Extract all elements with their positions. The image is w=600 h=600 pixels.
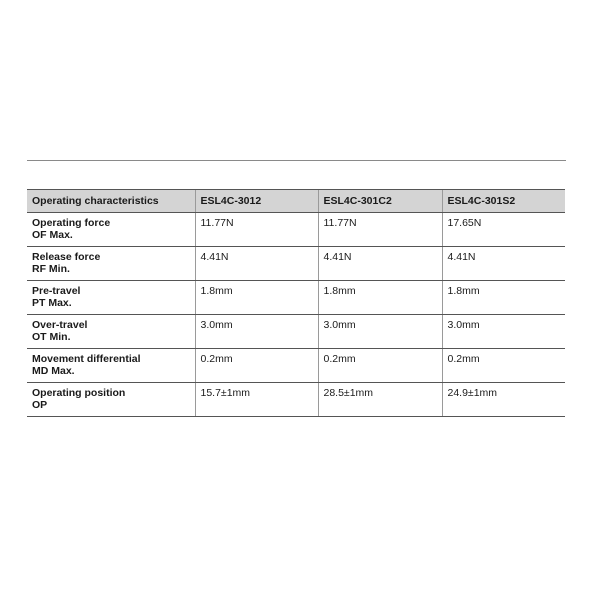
table-row-operating-position bbox=[27, 383, 565, 417]
table-cell: 4.41N bbox=[195, 247, 318, 281]
table-cell: 0.2mm bbox=[442, 349, 565, 383]
table-cell: 3.0mm bbox=[442, 315, 565, 349]
table-cell: 3.0mm bbox=[318, 315, 442, 349]
table-cell: 11.77N bbox=[195, 213, 318, 247]
table-cell: 1.8mm bbox=[195, 281, 318, 315]
row-label-abbrev: PT Max. bbox=[32, 297, 72, 309]
row-label bbox=[27, 315, 195, 349]
header-model-esl4c-301s2: ESL4C-301S2 bbox=[442, 190, 565, 213]
row-label-abbrev: RF Min. bbox=[32, 263, 70, 275]
table-row-operating-force bbox=[27, 213, 565, 247]
row-label bbox=[27, 247, 195, 281]
row-label-abbrev: OF Max. bbox=[32, 229, 73, 241]
row-label-name: Operating force bbox=[32, 217, 111, 229]
table-row-release-force bbox=[27, 247, 565, 281]
row-label-abbrev: OP bbox=[32, 399, 48, 411]
table-cell: 0.2mm bbox=[318, 349, 442, 383]
row-label-name: Pre-travel bbox=[32, 285, 81, 297]
header-model-esl4c-301c2: ESL4C-301C2 bbox=[318, 190, 442, 213]
table-cell: 4.41N bbox=[318, 247, 442, 281]
top-divider-rule bbox=[27, 160, 566, 161]
table-row-over-travel bbox=[27, 315, 565, 349]
operating-characteristics-table bbox=[27, 189, 565, 417]
table-cell: 15.7±1mm bbox=[195, 383, 318, 417]
row-label-name: Release force bbox=[32, 251, 101, 263]
table-row-movement-differential bbox=[27, 349, 565, 383]
table-header-row bbox=[27, 190, 565, 213]
row-label-abbrev: MD Max. bbox=[32, 365, 75, 377]
table-cell: 3.0mm bbox=[195, 315, 318, 349]
table-row-pre-travel bbox=[27, 281, 565, 315]
table-cell: 1.8mm bbox=[442, 281, 565, 315]
row-label bbox=[27, 281, 195, 315]
row-label-abbrev: OT Min. bbox=[32, 331, 71, 343]
table-cell: 28.5±1mm bbox=[318, 383, 442, 417]
table-cell: 17.65N bbox=[442, 213, 565, 247]
row-label bbox=[27, 349, 195, 383]
row-label-name: Movement differential bbox=[32, 353, 141, 365]
header-operating-characteristics: Operating characteristics bbox=[27, 190, 195, 213]
row-label-name: Operating position bbox=[32, 387, 126, 399]
row-label bbox=[27, 383, 195, 417]
row-label-name: Over-travel bbox=[32, 319, 88, 331]
table-cell: 0.2mm bbox=[195, 349, 318, 383]
row-label bbox=[27, 213, 195, 247]
table-cell: 4.41N bbox=[442, 247, 565, 281]
table-cell: 1.8mm bbox=[318, 281, 442, 315]
table-cell: 24.9±1mm bbox=[442, 383, 565, 417]
table-cell: 11.77N bbox=[318, 213, 442, 247]
header-model-esl4c-3012: ESL4C-3012 bbox=[195, 190, 318, 213]
